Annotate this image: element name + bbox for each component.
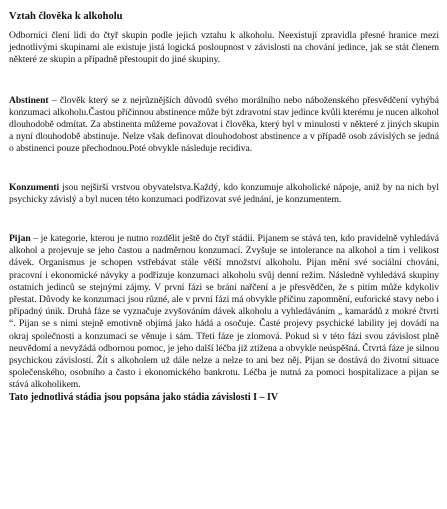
document-title: Vztah člověka k alkoholu [9,11,123,22]
pijan-term: Pijan [9,233,31,245]
konzumenti-paragraph [9,182,439,206]
spacer [9,67,439,95]
pijan-text: – je kategorie, kterou je nutno rozdělit ještě do čtyř stádií. Pijanem se stává ten, kdo pravidelně vyhledává alkohol a projevuje se jeho častou a nadměrnou konzumací. Zvyšuje se intolerance na alkohol a tím i velikost dávek. Organismus je schopen vstřebávat stále větší množství alkoholu. Pijan mění své sociální chování, pracovní i ekonomické návyky a podřizuje konzumaci alkoholu svůj denní režim. Následně vyhledává skupiny ostatních jedinců se stejnými zájmy. V první fázi se brání nařčení a je přesvědčen, že s pitím může kdykoliv přestat. Důvody ke konzumaci jsou různé, ale v první fázi má obvykle příčinu zapomnění, euforické stavy nebo i případný únik. Druhá fáze se vyznačuje zvyšováním dávek alkoholu a vyhledáváním „ kamarádů z mokré čtvrti “. Pijan se s nimi stejně emotivně objímá jako hádá a osočuje. Časté projevy psychické lability jej dovádí na okraj společnosti a konzumaci se věnuje i sám. Třetí fáze je zlomová. Pokud si v této fázi svou závislost plně neuvědomí a nevyžádá odbornou pomoc, je jeho další léčba již ztížena a obvykle neúspěšná. Čtvrtá fáze je silnou psychickou závislostí. Žít s alkoholem už dále nelze a nelze to ani bez něj. Pijan se dostává do životní situace společenského, osobního a často i ekonomického bankrotu. Léčba je nutná za pomoci hospitalizace a pijan se stává alkoholikem. [9,233,439,391]
spacer [9,206,439,233]
konzumenti-text: jsou nejširší vrstvou obyvatelstva.Každý, kdo konzumuje alkoholické nápoje, aniž by na nich byl psychicky závislý a byl nucen této konzumaci podřizovat své jednání, je konzumentem. [9,181,439,205]
intro-paragraph: Odborníci člení lidi do čtyř skupin podle jejich vztahu k alkoholu. Neexistují zpravidla přesné hranice mezi jednotlivými skupinami ale existuje jistá logická posloupnost v závislosti na chování jedince, jak se stát členem některé ze skupin a případně přestoupit do jiné skupiny. [9,30,439,66]
abstinent-text: – člověk který se z nejrůznějších důvodů svého morálního nebo náboženského přesvědčení vyhýbá konzumaci alkoholu.Častou příčinnou abstinence může být zdravotní stav jedince kvůli kterému je nucen alkohol dlouhodobě odmítat. Za abstinenta můžeme považovat i člověka, který byl v minulosti v některé z jiných skupin a nyní dlouhodobě abstinuje. Nelze však definovat dlouhodobost abstinence a v případě osob závislých se jedná o abstinenci pouze přechodnou.Poté obvykle následuje recidiva. [9,94,439,155]
document-page [9,10,439,404]
abstinent-term: Abstinent [9,94,49,106]
konzumenti-term: Konzumenti [9,181,60,193]
pijan-paragraph [9,233,439,392]
abstinent-paragraph [9,95,439,156]
stages-footer: Tato jednotlivá stádia jsou popsána jako stádia závislosti I – IV [9,391,279,403]
spacer [9,156,439,182]
